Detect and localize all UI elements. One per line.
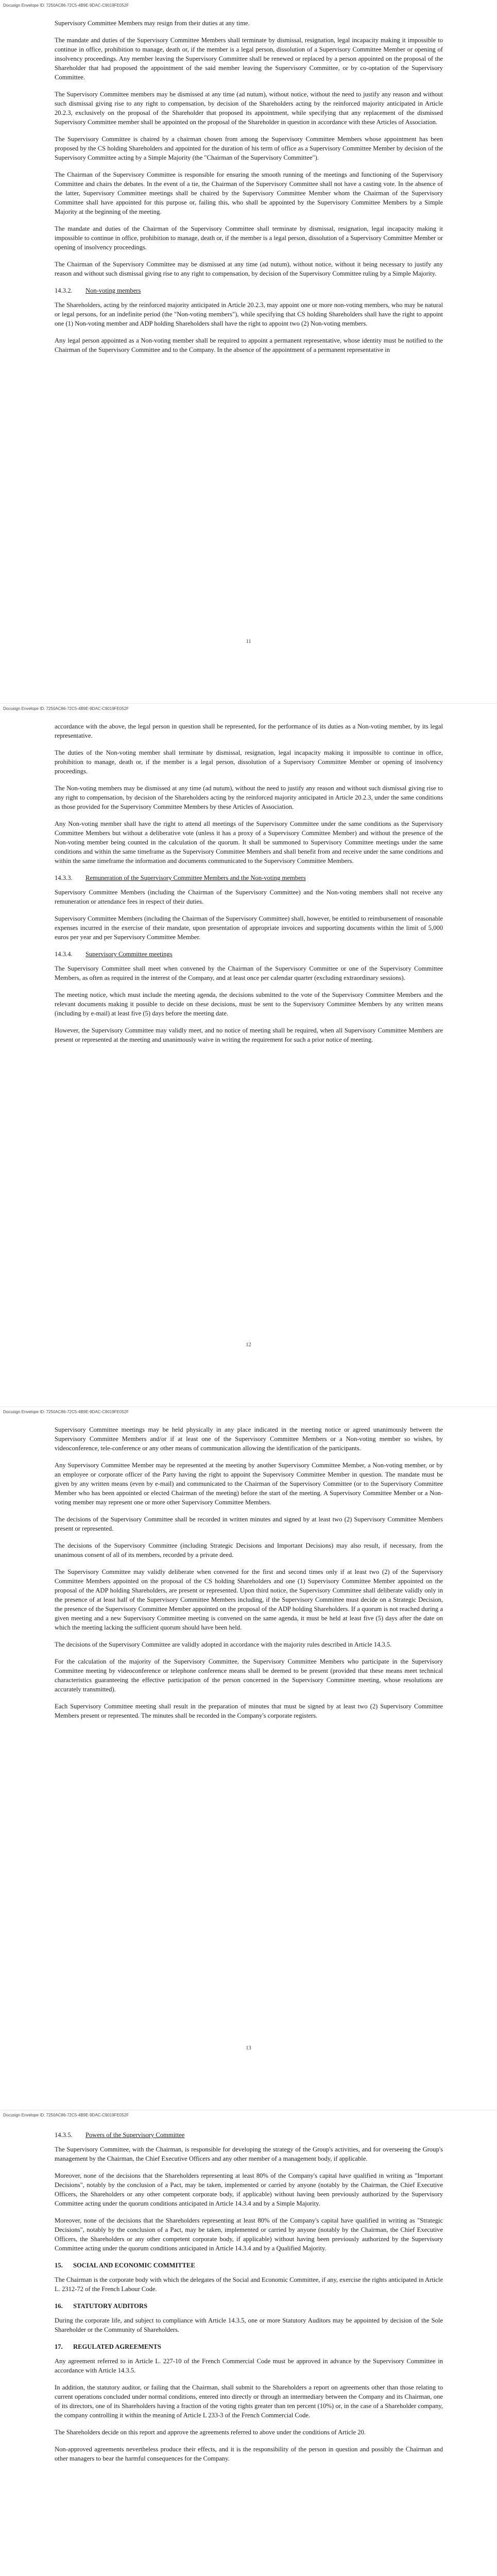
paragraph: accordance with the above, the legal person in question shall be represented, for the performance of its duties as a Non-voting member, by its legal representative. [55, 723, 443, 739]
paragraph: Moreover, none of the decisions that the Shareholders representing at least 80% of the Company's capital have qualified in writing as "Important Decisions", notably by the conclusion of a Pact, may be taken, implemented or carried by anyone (notably by the Chairman, the Chief Executive Officers, the Shareholders or any other competent corporate body, if applicable) without having been previously authorized by the Supervisory Committee acting under the quorum conditions anticipated in Article 14.3.4 and by a Simple Majority. [55, 2172, 443, 2207]
page-content [55, 2128, 443, 2471]
paragraph: The decisions of the Supervisory Committee (including Strategic Decisions and Important Decisions) may also result, if necessary, from the unanimous consent of all of its members, recorded by a private deed. [55, 1542, 443, 1558]
subsection-heading [55, 950, 443, 959]
paragraph: The decisions of the Supervisory Committee are validly adopted in accordance with the majority rules described in Article 14.3.5. [55, 1641, 392, 1648]
document-page [0, 0, 497, 703]
paragraph: The Supervisory Committee members may be dismissed at any time (ad nutum), without notice, without the need to justify any reason and without such dismissal giving rise to any right to compensation, by decision of the Shareholders acting by the reinforced majority anticipated in Article 20.2.3, exclusively on the proposal of the Shareholder that proposed its appointment, while specifying that any replacement of the dismissed Supervisory Committee member shall be appointed on the proposal of the Shareholder in question in accordance with these Articles of Association. [55, 91, 443, 126]
paragraph: During the corporate life, and subject to compliance with Article 14.3.5, one or more Statutory Auditors may be appointed by decision of the Sole Shareholder or the Community of Shareholders. [55, 2317, 443, 2333]
paragraph: For the calculation of the majority of the Supervisory Committee, the Supervisory Committee Members who participate in the Supervisory Committee meeting by videoconference or telephone conference means shall be deemed to be present (provided that these means meet technical characteristics guaranteeing the effective participation of the person concerned in the Supervisory Committee meeting, whose resolutions are accurately transmitted). [55, 1658, 443, 1693]
section-number: 16. [55, 2302, 63, 2310]
docusign-envelope-id: Docusign Envelope ID: 7250AC86-72C5-4B9E-9DAC-C9019FE052F [3, 1410, 129, 1414]
subsection-title: Powers of the Supervisory Committee [85, 2131, 185, 2139]
paragraph: Any Non-voting member shall have the right to attend all meetings of the Supervisory Committee under the same conditions as the Supervisory Committee Members but without a deliberative vote (unless it has a proxy of a Supervisory Committee Member) and without the presence of the Non-voting member being counted in the calculation of the quorum. It shall be summoned to Supervisory Committee meetings under the same conditions and within the same timeframe as the Supervisory Committee Members and shall benefit from and receive under the same conditions and within the same timeframe the information and documents communicated to the Supervisory Committee Members. [55, 820, 443, 865]
docusign-envelope-id: Docusign Envelope ID: 7250AC86-72C5-4B9E-9DAC-C9019FE052F [3, 2113, 129, 2117]
document-page [0, 703, 497, 1406]
paragraph: Non-approved agreements nevertheless produce their effects, and it is the responsibility of the person in question and possibly the Chairman and other managers to bear the harmful consequences for the Company. [55, 2446, 443, 2462]
paragraph: The Chairman of the Supervisory Committee is responsible for ensuring the smooth running of the meetings and functioning of the Supervisory Committee and chairs the debates. In the event of a tie, the Chairman of the Supervisory Committee shall not have a casting vote. In the absence of the latter, Supervisory Committee meetings shall be chaired by the Supervisory Committee Member whom the Chairman of the Supervisory Committee shall have appointed for this purpose or, failing this, who shall be appointed by the Supervisory Committee Members by a Simple Majority at the beginning of the meeting. [55, 171, 443, 215]
subsection-heading [55, 873, 443, 883]
paragraph: Supervisory Committee Members may resign from their duties at any time. [55, 20, 250, 27]
page-number: 13 [246, 2045, 251, 2051]
paragraph: Any legal person appointed as a Non-voting member shall be required to appoint a permanent representative, whose identity must be notified to the Chairman of the Supervisory Committee and to the Company. In the absence of the appointment of a permanent representative in [55, 337, 443, 353]
paragraph: Any agreement referred to in Article L. 227-10 of the French Commercial Code must be approved in advance by the Supervisory Committee in accordance with Article 14.3.5. [55, 2358, 443, 2374]
paragraph: Moreover, none of the decisions that the Shareholders representing at least 80% of the Company's capital have qualified in writing as "Strategic Decisions", notably by the conclusion of a Pact, may be taken, implemented or carried by anyone (notably by the Chairman, the Chief Executive Officers, the Shareholders or any other competent corporate body, if applicable) without having been previously authorized by the Supervisory Committee acting under the quorum conditions anticipated in Article 14.3.4 and by a Qualified Majority. [55, 2217, 443, 2252]
paragraph: The Supervisory Committee may validly deliberate when convened for the first and second times only if at least two (2) of the Supervisory Committee Members appointed on the proposal of the CS holding Shareholders and one (1) Supervisory Committee Member appointed on the proposal of the ADP holding Shareholders, are present or represented. Upon third notice, the Supervisory Committee shall deliberate validly only in the presence of at least half of the Supervisory Committee Members including, if the Supervisory Committee must decide on a Strategic Decision, the presence of the Supervisory Committee Member appointed on the proposal of the ADP holding Shareholders. If a quorum is not reached during a given meeting and a new Supervisory Committee meeting is convened on the same agenda, it must be held at least five (5) days after the date on which the meeting lacking the sufficient quorum should have been held. [55, 1568, 443, 1631]
paragraph: Each Supervisory Committee meeting shall result in the preparation of minutes that must be signed by at least two (2) Supervisory Committee Members present or represented. The minutes shall be recorded in the Company's corporate registers. [55, 1703, 443, 1719]
paragraph: Supervisory Committee meetings may be held physically in any place indicated in the meeting notice or agreed unanimously between the Supervisory Committee Members and/or if at least one of the Supervisory Committee Members or a Non-voting member so wishes, by videoconference, tele-conference or any other means of communication allowing the identification of the participants. [55, 1426, 443, 1452]
paragraph: The Chairman of the Supervisory Committee may be dismissed at any time (ad nutum), without notice, without it being necessary to justify any reason and without such dismissal giving rise to any right to compensation, by decision of the Supervisory Committee ruling by a Simple Majority. [55, 261, 443, 277]
paragraph: Supervisory Committee Members (including the Chairman of the Supervisory Committee) shall, however, be entitled to reimbursement of reasonable expenses incurred in the exercise of their mandate, upon presentation of appropriate invoices and supporting documents within the limit of 5,000 euros per year and per Supervisory Committee Member. [55, 915, 443, 941]
paragraph: The Supervisory Committee shall meet when convened by the Chairman of the Supervisory Committee or one of the Supervisory Committee Members, as often as required in the interest of the Company, and at least once per calendar quarter (excluding extraordinary sessions). [55, 965, 443, 981]
section-heading [55, 2342, 443, 2351]
paragraph: The mandate and duties of the Supervisory Committee Members shall terminate by dismissal, resignation, legal incapacity making it impossible to continue in office, prohibition to manage, death or, if the member is a legal person, dissolution of a Supervisory Committee Member or opening of insolvency proceedings. Any member leaving the Supervisory Committee shall be renewed or replaced by a person appointed on the proposal of the Shareholder that had proposed the appointment of the said member leaving the Supervisory Committee, or by co-optation of the Supervisory Committee. [55, 37, 443, 81]
paragraph: The Shareholders, acting by the reinforced majority anticipated in Article 20.2.3, may appoint one or more non-voting members, who may be natural or legal persons, for an indefinite period (the "Non-voting members"), while specifying that CS holding Shareholders shall have the right to appoint one (1) Non-voting member and ADP holding Shareholders shall have the right to appoint two (2) Non-voting members. [55, 301, 443, 327]
subsection-number: 14.3.4. [55, 951, 73, 958]
subsection-title: Remuneration of the Supervisory Committee Members and the Non-voting members [85, 874, 306, 882]
docusign-envelope-id: Docusign Envelope ID: 7250AC86-72C5-4B9E-9DAC-C9019FE052F [3, 706, 129, 711]
paragraph: Supervisory Committee Members (including the Chairman of the Supervisory Committee) and the Non-voting members shall not receive any remuneration or attendance fees in respect of their duties. [55, 889, 443, 905]
section-number: 17. [55, 2343, 63, 2350]
page-number: 12 [246, 1342, 251, 1348]
paragraph: The decisions of the Supervisory Committee shall be recorded in written minutes and signed by at least two (2) Supervisory Committee Members present or represented. [55, 1516, 443, 1532]
paragraph: The meeting notice, which must include the meeting agenda, the decisions submitted to the vote of the Supervisory Committee Members and the relevant documents making it possible to decide on these decisions, must be sent to the Supervisory Committee Members by any written means (including by e-mail) at least five (5) days before the meeting date. [55, 991, 443, 1017]
subsection-number: 14.3.2. [55, 287, 73, 294]
paragraph: The duties of the Non-voting member shall terminate by dismissal, resignation, legal incapacity making it impossible to continue in office, prohibition to manage, death or, if the member is a legal person, dissolution of a Supervisory Committee Member or opening of insolvency proceedings. [55, 749, 443, 775]
subsection-number: 14.3.3. [55, 874, 73, 882]
section-title: REGULATED AGREEMENTS [73, 2343, 161, 2350]
page-divider [0, 1406, 497, 1407]
paragraph: However, the Supervisory Committee may validly meet, and no notice of meeting shall be required, when all Supervisory Committee Members are present or represented at the meeting and unanimously waive in writing the requirement for such a prior notice of meeting. [55, 1027, 443, 1043]
docusign-envelope-id: Docusign Envelope ID: 7250AC86-72C5-4B9E-9DAC-C9019FE052F [3, 3, 129, 8]
section-title: STATUTORY AUDITORS [73, 2302, 148, 2310]
subsection-number: 14.3.5. [55, 2131, 73, 2139]
page-content [55, 19, 443, 362]
section-title: SOCIAL AND ECONOMIC COMMITTEE [73, 2262, 195, 2269]
document-page [0, 1406, 497, 2110]
paragraph: The mandate and duties of the Chairman of the Supervisory Committee shall terminate by dismissal, resignation, legal incapacity making it impossible to continue in office, prohibition to manage, death or, if the member is a legal person, dissolution of a Supervisory Committee Member or opening of insolvency proceedings. [55, 225, 443, 251]
page-divider [0, 703, 497, 704]
page-number: 11 [246, 639, 251, 645]
paragraph: Any Supervisory Committee Member may be represented at the meeting by another Supervisory Committee Member, a Non-voting member, or by an employee or corporate officer of the Party having the right to appoint the Supervisory Committee Member in question. The mandate must be given by any written means (even by e-mail) and communicated to the Chairman of the Supervisory Committee (or to the Supervisory Committee Member who has been appointed or elected Chairman of the meeting) before the start of the meeting. A Supervisory Committee Member or a Non-voting member may represent one or more other Supervisory Committee Members. [55, 1462, 443, 1506]
subsection-title: Non-voting members [85, 287, 141, 294]
paragraph: The Supervisory Committee, with the Chairman, is responsible for developing the strategy of the Group's activities, and for overseeing the Group's management by the Chairman, the Chief Executive Officers and any other member of a management body, if applicable. [55, 2146, 443, 2162]
paragraph: The Shareholders decide on this report and approve the agreements referred to above under the conditions of Article 20. [55, 2429, 366, 2436]
paragraph: The Supervisory Committee is chaired by a chairman chosen from among the Supervisory Committee Members whose appointment has been proposed by the CS holding Shareholders and appointed for the duration of his term of office as a Supervisory Committee Member by decision of the Supervisory Committee acting by a Simple Majority (the "Chairman of the Supervisory Committee"). [55, 135, 443, 161]
section-heading [55, 2261, 443, 2270]
paragraph: The Non-voting members may be dismissed at any time (ad nutum), without the need to justify any reason and without such dismissal giving rise to any right to compensation, by decision of the Shareholders acting by the reinforced majority anticipated in Article 20.2.3, under the same conditions as those provided for the Supervisory Committee Members by these Articles of Association. [55, 785, 443, 810]
document-page [0, 2110, 497, 2576]
subsection-heading [55, 2130, 443, 2140]
paragraph: In addition, the statutory auditor, or failing that the Chairman, shall submit to the Shareholders a report on agreements other than those relating to current operations concluded under normal conditions, entered into directly or through an intermediary between the Company and its Chairman, one of its directors, one of its Shareholders having a fraction of the voting rights greater than ten percent (10%) or, in the case of a Shareholder company, the company controlling it within the meaning of Article L 233-3 of the French Commercial Code. [55, 2384, 443, 2419]
page-content [55, 722, 443, 1052]
subsection-heading [55, 286, 443, 295]
paragraph: The Chairman is the corporate body with which the delegates of the Social and Economic Committee, if any, exercise the rights anticipated in Article L. 2312-72 of the French Labour Code. [55, 2276, 443, 2293]
page-content [55, 1425, 443, 1728]
section-heading [55, 2301, 443, 2311]
section-number: 15. [55, 2262, 63, 2269]
subsection-title: Supervisory Committee meetings [85, 951, 173, 958]
